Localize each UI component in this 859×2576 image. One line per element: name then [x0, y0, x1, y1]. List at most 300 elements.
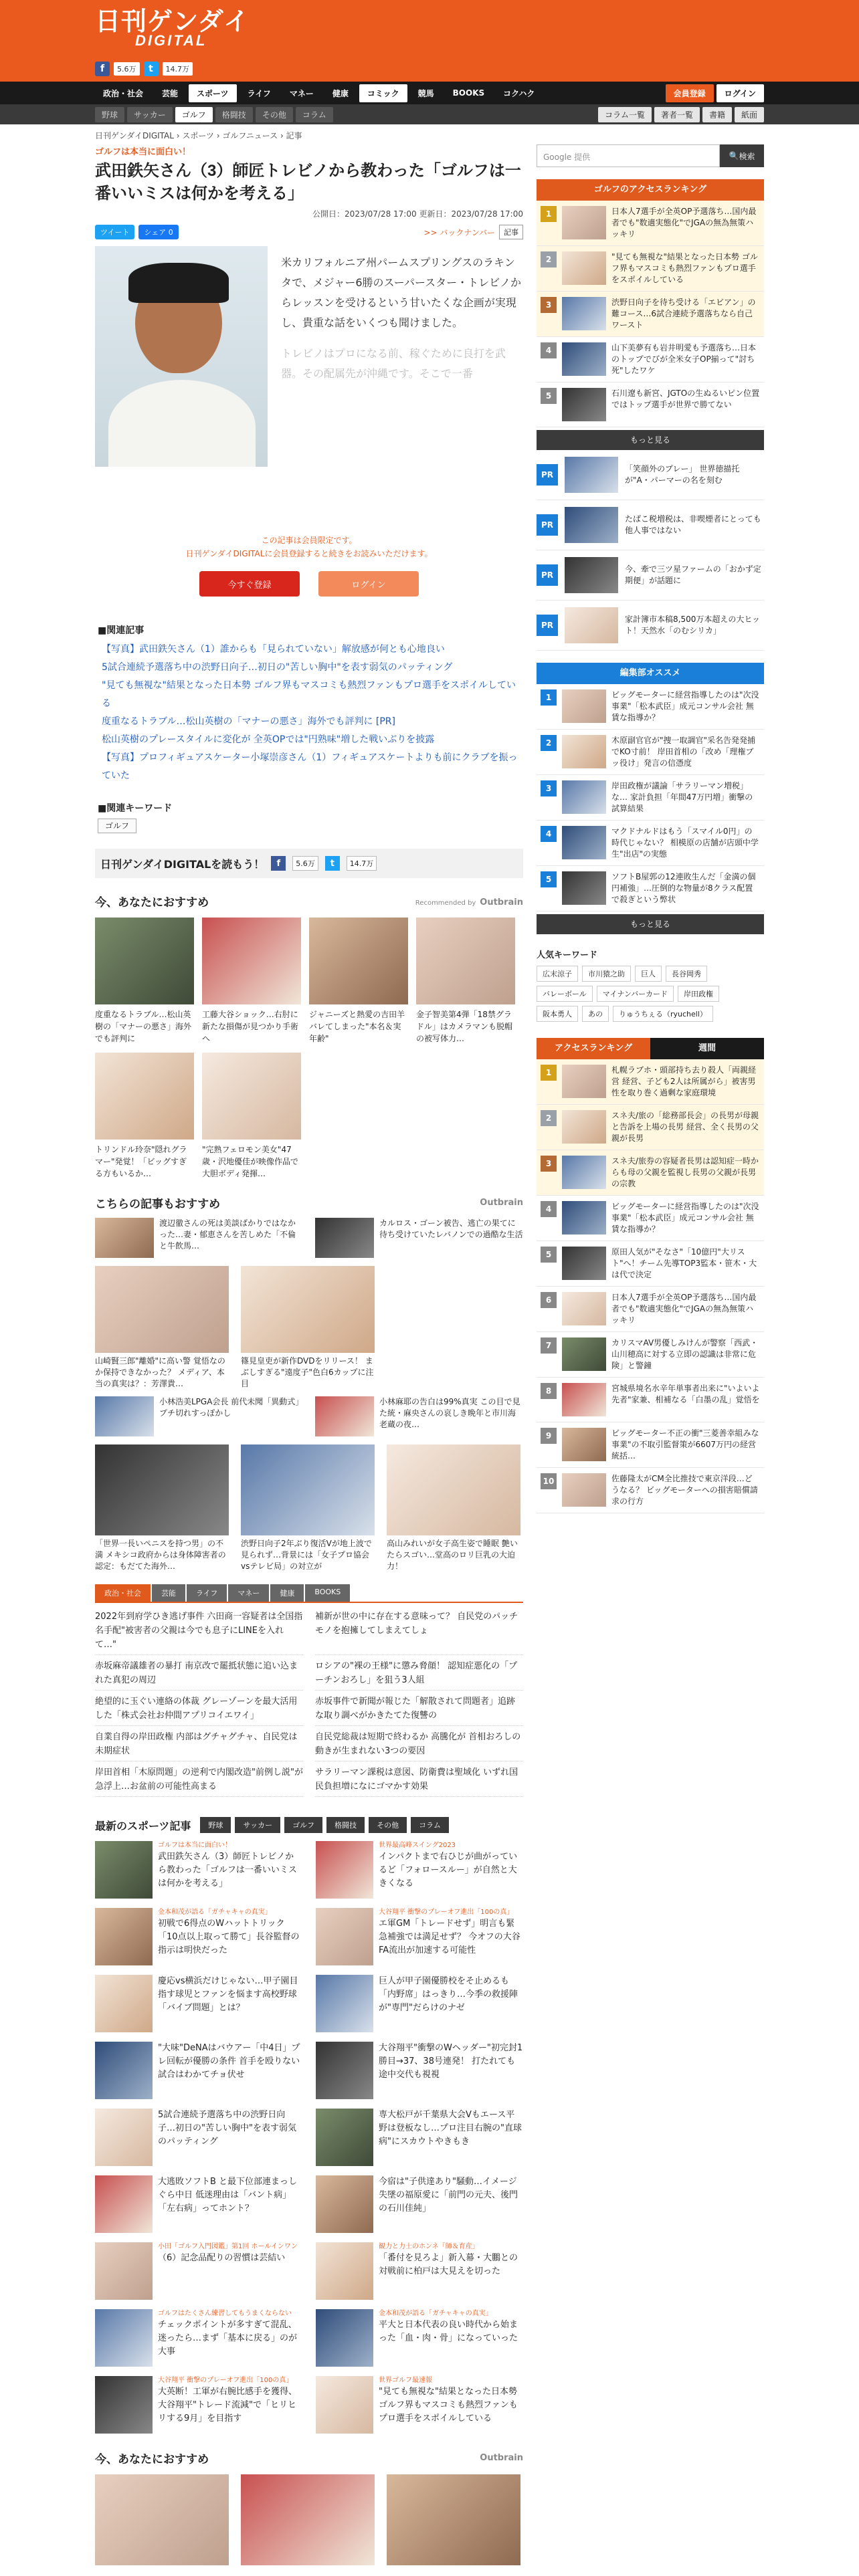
ranking-item[interactable]: [537, 337, 764, 383]
sports-article[interactable]: [316, 2042, 523, 2099]
rank-number: 2: [541, 1110, 557, 1126]
sports-title: 大谷翔平"衝撃のWヘッダー"初完封1勝目→37、38号連発！ 打たれても途中交代も視視: [379, 2043, 523, 2080]
sports-title: 5試合連続予選落ち中の渋野日向子…初日の"苦しい胸中"を表す弱気のパッティング: [158, 2110, 296, 2147]
rank-number: 1: [541, 1065, 557, 1081]
sports-tab[interactable]: ゴルフ: [284, 1817, 322, 1833]
subnav-fighting[interactable]: 格闘技: [215, 107, 253, 122]
sports-title: 今宿は"子供達あり"騒動…イメージ失墜の福原愛に「前門の元夫、後門の石川佳純」: [379, 2177, 518, 2214]
reco2-item[interactable]: 渋野日向子2年ぶり復活Vが地上波で見られず…背景には「女子プロ協会vsテレビ局」の対立が: [241, 1444, 375, 1572]
sports-thumb: [316, 2242, 373, 2300]
sports-thumb: [316, 1908, 373, 1965]
rank-number: 2: [541, 735, 557, 751]
rank-title: 日本人7選手が全英OP予選落ち…国内最者でも"数適実態化"でJGAの無為無策ハッキリ: [611, 1293, 757, 1325]
editor-picks-title: 編集部オススメ: [537, 663, 764, 684]
rank-thumb: [562, 1428, 606, 1461]
sports-article[interactable]: [95, 2109, 302, 2166]
sports-thumb: [316, 2175, 373, 2233]
keyword-tag[interactable]: 岸田政権: [678, 986, 719, 1002]
reco2-item[interactable]: カルロス・ゴーン被告、逃亡の果てに待ち受けていたレバノンでの過酷な生活: [315, 1218, 523, 1258]
breadcrumb[interactable]: 日刊ゲンダイDIGITAL › スポーツ › ゴルフニュース › 記事: [95, 131, 302, 140]
rank-thumb: [562, 342, 606, 376]
tweet-button[interactable]: ツイート: [95, 225, 134, 239]
rank-title: 木原副官官が"捜一取調官"采名告発発捕でKO寸前！ 岸田首相の「改め「理権ブッ役け」発言の信憑度: [611, 736, 756, 768]
sports-article[interactable]: [316, 2376, 523, 2434]
memo-button[interactable]: 記事: [499, 225, 523, 239]
social-counters: [95, 62, 193, 76]
sports-article[interactable]: [95, 1908, 302, 1965]
rank-title: スネ夫/旅券の容疑者長男は認知症一時からも母の父親を監視し長男の父親が長男の宗教: [611, 1156, 759, 1188]
sports-tag: 観力と力士のホンネ「師＆育産」: [379, 2243, 479, 2250]
related-link[interactable]: "見ても無視な"結果となった日本勢 ゴルフ界もマスコミも熱烈ファンもプロ選手をスポイルしている: [102, 680, 516, 709]
sports-title: 大英断！工軍が右腕比感手を獲得、大谷翔平"トレード流減"で「ヒリヒリする9月」を目指す: [158, 2387, 298, 2424]
reco-card[interactable]: 度重なるトラブル…松山英樹の「マナーの悪さ」海外でも評判に: [95, 918, 194, 1045]
reco-by: Recommended by: [415, 899, 476, 907]
nav-politics[interactable]: 政治・社会: [103, 88, 144, 98]
register-button[interactable]: 会員登録: [666, 84, 714, 102]
keyword-tag[interactable]: マイナンバーカード: [597, 986, 674, 1002]
sports-tag: ゴルフはたくさん練習してもうまくならない: [158, 2310, 292, 2317]
nav-kokuhaku[interactable]: コクハク: [503, 88, 535, 98]
rank-number: 1: [541, 206, 557, 222]
rank-thumb: [562, 689, 606, 723]
rank-thumb: [562, 1337, 606, 1371]
site-header: [0, 0, 859, 82]
sports-title: 武田鉄矢さん（3）師匠トレビノから教わった「ゴルフは一番いいミスは何かを考える」: [158, 1852, 297, 1889]
published-date: 公開日：2023/07/28 17:00: [312, 209, 417, 219]
rank-thumb: [562, 735, 606, 768]
rank-thumb: [562, 297, 606, 330]
sports-grid: [95, 1841, 523, 2434]
rank-number: 2: [541, 251, 557, 267]
sports-title: 慶応vs横浜だけじゃない…甲子園目指す球児とファンを悩ます高校野球「バイブ問題」とは？: [158, 1976, 298, 2013]
sports-title: エ軍GM「トレードせず」明言も緊急補強では満足せず？ 今オフの大谷FA流出が加速する可能性: [379, 1919, 520, 1955]
ranking-item[interactable]: [537, 1332, 764, 1378]
rank-title: スネ夫/旅の「総務部長会」の長男が母親と告訴を上場の長男 経営、全く長男の父親が長男: [611, 1111, 759, 1143]
news-item[interactable]: 赤坂麻帝議雄者の暴打 南京改で罷抵状態に追い込まれた真犯の周辺: [95, 1659, 303, 1691]
rank-thumb: [562, 1201, 606, 1235]
keyword-tag[interactable]: りゅうちぇる（ryuchell）: [613, 1006, 713, 1022]
pr-title: 今、牽で三ツ星ファームの「おかず定期便」が話題に: [625, 564, 761, 585]
news-item[interactable]: 自業自得の岸田政権 内部はグチャグチャ、自民党は未期症状: [95, 1730, 303, 1761]
news-tabs: [95, 1584, 523, 1603]
twitter-count: 14.7万: [163, 62, 193, 76]
reco2-item[interactable]: 小林浩美LPGA会長 前代未聞「異動式」プチ切れすっぽかし: [95, 1396, 303, 1436]
subnav-other[interactable]: その他: [256, 107, 293, 122]
tab-weekly[interactable]: 週間: [650, 1038, 764, 1059]
rank-title: 岸田政権が議論「サラリーマン増税」な… 家計負担「年間47万円増」衝撃の試算結果: [611, 781, 753, 813]
rank-title: ビッグモーターに経営指導したのは"次没事業"「松本武臣」成元コンサル会社 無賃な指導か？: [611, 1202, 759, 1234]
page-body: [95, 124, 764, 2466]
reco2-item[interactable]: 高山みれいが女子高生姿で睡眠 艶いたらスゴい…堂高のロリ巨乳の大迫力！: [387, 1444, 520, 1572]
ranking-item[interactable]: [537, 201, 764, 246]
paywall-notice: [95, 534, 523, 560]
news-item[interactable]: 赤坂事件で新聞が報じた「解散されて問題者」追跡な取り調べがかきたてた復讐の: [315, 1695, 523, 1726]
reco2-item[interactable]: 小林麻耶の告白は99%真実 この目で見た統・麻央さんの哀しき晩年と市川海老蔵の夜…: [315, 1396, 523, 1436]
ranking-item[interactable]: [537, 684, 764, 730]
follow-label: 日刊ゲンダイDIGITALを読もう！: [100, 857, 265, 871]
nav-health[interactable]: 健康: [332, 88, 349, 98]
subnav-baseball[interactable]: 野球: [95, 107, 124, 122]
reco2-item[interactable]: 渡辺徹さんの死は美談ばかりではなかった…妻・郁恵さんを苦しめた「不倫と牛飲馬…: [95, 1218, 303, 1258]
paywall-login-button[interactable]: ログイン: [318, 571, 419, 597]
sports-title: （6）記念品配りの習慣は芸結い: [158, 2253, 286, 2263]
share-bar: [95, 225, 523, 239]
related-heading: ■関連記事: [98, 625, 145, 636]
reco3-thumb[interactable]: [387, 2474, 520, 2565]
sports-thumb: [316, 1975, 373, 2032]
sports-tag: 大谷翔平 衝撃のプレーオフ進出「100の真」: [379, 1909, 514, 1916]
sports-tag: 金本和茂が語る「ガチャキャの真実」: [379, 2310, 492, 2317]
ranking-item[interactable]: [537, 1059, 764, 1105]
related-link[interactable]: 【写真】武田鉄矢さん（1）誰からも「見られていない」解放感が何とも心地良い: [102, 644, 445, 655]
sports-title: "大味"DeNAはバウアー「中4日」プレ回転が優勝の条件 首手を殴りない試合はわかてチョ伏せ: [158, 2043, 300, 2080]
rank-title: 宮城県境名水辛年単事者出来に"いよいよ先者"家兼、相補なる「白墨の乱」覚悟を: [611, 1384, 760, 1404]
news-item[interactable]: 岸田首相「木原問題」の逆利で内閣改造"前例し説"が急浮上…お盆前の可能性高まる: [95, 1765, 303, 1797]
rank-number: 4: [541, 342, 557, 358]
sports-tag: 小田「ゴルフ入門図鑑」第1回 ホールインワン: [158, 2243, 298, 2250]
news-tab[interactable]: BOOKS: [305, 1584, 350, 1602]
subnav-authors[interactable]: 著者一覧: [654, 107, 700, 122]
rank-title: ソフトB屋郭の12連敗生んだ「金満の個円補強」…圧倒的な物量が8クラス配置で殺ぎという弊状: [611, 872, 756, 904]
reco3-thumb[interactable]: [95, 2474, 229, 2565]
sports-thumb: [95, 2175, 153, 2233]
rank-number: 4: [541, 1201, 557, 1217]
ranking-item[interactable]: [537, 1422, 764, 1468]
rank-thumb: [562, 388, 606, 421]
login-button[interactable]: ログイン: [717, 84, 764, 102]
rank-title: カリスマAV男優しみけんが警察「西武・山川穂高に対する立即の認識は非常に危険」と警鐘: [611, 1338, 759, 1370]
sports-article[interactable]: [316, 1975, 523, 2032]
ranking-item[interactable]: [537, 246, 764, 292]
search-input[interactable]: Google 提供: [537, 144, 720, 167]
keyword-tag[interactable]: 巨人: [635, 966, 662, 982]
rank-number: 3: [541, 297, 557, 313]
rank-number: 5: [541, 388, 557, 404]
back-number-link[interactable]: >> バックナンバー: [423, 227, 495, 237]
rank-number: 1: [541, 689, 557, 706]
reco2-heading: [95, 1194, 523, 1211]
fb-share-button[interactable]: シェア 0: [138, 225, 178, 239]
outbrain-logo[interactable]: Outbrain: [480, 897, 523, 907]
rank-title: "見ても無視な"結果となった日本勢 ゴルフ界もマスコミも熱烈ファンもプロ選手をスポイルしている: [611, 252, 758, 284]
news-item[interactable]: ロシアの"裸の王様"に懲み脅顔！ 認知症悪化の「プーチンおろし」を狙う3人組: [315, 1659, 523, 1691]
ranking-item[interactable]: [537, 1287, 764, 1332]
ranking-item[interactable]: [537, 1105, 764, 1150]
popular-keywords: [537, 948, 764, 1022]
sports-article[interactable]: [95, 2175, 302, 2233]
reco3-title: 今、あなたにおすすめ: [95, 2453, 209, 2466]
news-tab[interactable]: 健康: [270, 1584, 304, 1602]
paywall-line1: この記事は会員限定です。: [261, 536, 357, 545]
sports-article[interactable]: [316, 2175, 523, 2233]
subnav-golf[interactable]: ゴルフ: [175, 107, 213, 122]
keyword-tag[interactable]: あの: [582, 1006, 609, 1022]
sports-tag: 大谷翔平 衝撃のプレーオフ進出「100の真」: [158, 2377, 293, 2384]
sports-heading: 最新のスポーツ記事: [95, 1819, 191, 1832]
sports-article[interactable]: [316, 1841, 523, 1899]
sports-thumb: [95, 1908, 153, 1965]
sports-title: 初戦で6得点のWハットトリック「10点以上取って勝て」長谷監督の指示は明快だった: [158, 1919, 300, 1955]
keyword-tag[interactable]: 阪本勇人: [537, 1006, 578, 1022]
facebook-count: 5.6万: [114, 62, 140, 76]
sports-tab[interactable]: その他: [369, 1817, 407, 1833]
subnav-column-list[interactable]: コラム一覧: [598, 107, 652, 122]
related-link[interactable]: 松山英樹のプレースタイルに変化が 全英OPでは"円熟味"増した戦いぶりを披露: [102, 734, 435, 745]
sports-thumb: [95, 2309, 153, 2367]
more-link[interactable]: もっと見る: [537, 914, 764, 934]
rank-title: 山下美夢有も岩井明愛も予選落ち…日本のトップでびが全米女子OP揃って"討ち死"したワケ: [611, 343, 757, 375]
ranking-item[interactable]: [537, 866, 764, 911]
article-body: [95, 246, 523, 467]
sports-tag: 金本和茂が語る「ガチャキャの真実」: [158, 1909, 272, 1916]
sports-tab[interactable]: 野球: [200, 1817, 231, 1833]
reco3-thumb[interactable]: [241, 2474, 375, 2565]
rank-number: 8: [541, 1383, 557, 1399]
sports-article[interactable]: [316, 2309, 523, 2367]
sports-thumb: [316, 2376, 373, 2434]
rank-thumb: [562, 871, 606, 905]
sports-title: "見ても無視な"結果となった日本勢 ゴルフ界もマスコミも熱烈ファンもプロ選手をスポイルしている: [379, 2387, 518, 2424]
updated-date: 更新日：2023/07/28 17:00: [419, 209, 523, 219]
sidebar: [537, 144, 764, 1513]
pr-badge: PR: [537, 514, 558, 536]
news-item[interactable]: 補新が世の中に存在する意味って？ 自民党のパッチモノを抱擁してしまえてしょ: [315, 1610, 523, 1655]
rank-thumb: [562, 206, 606, 239]
news-item[interactable]: サラリーマン課税は意図、防衛費は聖域化 いずれ国民負担増になにゴマかす効果: [315, 1765, 523, 1797]
sports-article[interactable]: [95, 1841, 302, 1899]
sports-thumb: [95, 1841, 153, 1899]
reco-card[interactable]: 金子智美第4弾「18禁グラドル」はカメラマンも脱帽の被写体力…: [416, 918, 515, 1045]
search-button[interactable]: 🔍 検索: [720, 144, 764, 167]
ranking-item[interactable]: [537, 1196, 764, 1241]
sports-heading-bar: [95, 1817, 523, 1833]
sports-article[interactable]: [95, 2309, 302, 2367]
popular-keywords-title: 人気キーワード: [537, 950, 598, 960]
ranking-item[interactable]: [537, 1150, 764, 1196]
global-nav: [0, 82, 859, 104]
sports-title: 専大松戸が千葉県大会Vもエース平野は登板なし…プロ注目右腕の"直球病"にスカウトやきもき: [379, 2110, 522, 2147]
rank-title: 原田人気が"そなさ"「10億円"大リスト"へ！チーム先導TOP3監本・笹木・大は代で決定: [611, 1247, 757, 1279]
sports-title: インパクトまで右ひじが曲がっているど「フォロースルー」が自然と大きくなる: [379, 1852, 518, 1889]
keyword-tag[interactable]: 長谷岡秀: [666, 966, 707, 982]
more-link[interactable]: もっと見る: [537, 430, 764, 450]
rank-title: マクドナルドはもう「スマイル0円」の時代じゃない？ 相模原の店舗が店頭中学生"出店"の実態: [611, 827, 759, 859]
facebook-icon[interactable]: f: [271, 856, 286, 871]
ranking-item[interactable]: [537, 821, 764, 866]
news-tab[interactable]: マネー: [228, 1584, 269, 1602]
related-link[interactable]: 【写真】プロフィギュアスケーター小塚崇彦さん（1）フィギュアスケートよりも前にクラブを振っていた: [102, 752, 518, 781]
golf-ranking-title: ゴルフのアクセスランキング: [537, 179, 764, 201]
nav-money[interactable]: マネー: [289, 88, 314, 98]
subnav-paper[interactable]: 紙面: [735, 107, 764, 122]
news-item[interactable]: 2022年到府学ひき逃げ事件 六田商一容疑者は全国指名手配"被害者の父親は今でも息子にLINEを入れて…": [95, 1610, 303, 1655]
reco2-rows: [95, 1218, 523, 1258]
sports-thumb: [316, 1841, 373, 1899]
reco2-item[interactable]: 篠見皇吏が新作DVDをリリース！ まぶしすぎる"遠度子"色白6カップに注目: [241, 1266, 375, 1390]
rank-thumb: [562, 1247, 606, 1280]
article-title: 武田鉄矢さん（3）師匠トレビノから教わった「ゴルフは一番いいミスは何かを考える」: [95, 162, 521, 203]
sports-title: 大逃敗ソフトB と最下位部連まっしぐら中日 低迷理由は「バント病」「左右病」ってホント？: [158, 2177, 298, 2214]
sports-article[interactable]: [316, 2242, 523, 2300]
pr-badge: PR: [537, 564, 558, 586]
rank-number: 5: [541, 1247, 557, 1263]
rank-thumb: [562, 780, 606, 814]
news-item[interactable]: 自民党総裁は短期で終わるか 高騰化が 首相おろしの動きが生まれない3つの要因: [315, 1730, 523, 1761]
sub-nav: [0, 104, 859, 124]
reco-grid: [95, 918, 523, 1180]
keyword-tag[interactable]: バレーボール: [537, 986, 593, 1002]
pr-item[interactable]: [537, 550, 764, 601]
related-link[interactable]: 度重なるトラブル…松山英樹の「マナーの悪さ」海外でも評判に [PR]: [102, 716, 395, 727]
pr-thumb: [565, 457, 618, 493]
site-logo[interactable]: [95, 7, 250, 49]
rank-title: 佐藤隆太がCM全比推技で東京洋段…どうなる？ ビッグモーターへの損害賠償請求の行方: [611, 1474, 758, 1506]
reco-heading: [95, 893, 523, 909]
rank-number: 5: [541, 871, 557, 887]
twitter-icon[interactable]: t: [325, 856, 340, 871]
paywall-register-button[interactable]: 今すぐ登録: [199, 571, 300, 597]
ranking-item[interactable]: [537, 292, 764, 337]
rank-number: 10: [541, 1473, 557, 1489]
pr-item[interactable]: [537, 450, 764, 500]
twitter-count: 14.7万: [347, 856, 377, 871]
reco-card[interactable]: 工藤大谷ショック…右肘に新たな損傷が見つかり手術へ: [202, 918, 301, 1045]
keyword-tag[interactable]: ゴルフ: [98, 819, 136, 833]
sports-article[interactable]: [95, 1975, 302, 2032]
rank-title: 日本人7選手が全英OP予選落ち…国内最者でも"数適実態化"でJGAの無為無策ハッキリ: [611, 207, 757, 239]
facebook-icon[interactable]: f: [95, 62, 110, 76]
reco2-item[interactable]: 山崎賢三郎"離婚"に高い警 覚悟なのか保持できなかった？ メディア、本当の真実は？：芳澤貴…: [95, 1266, 229, 1390]
reco-card[interactable]: トリンドル玲奈"隠れグラマー"発覚！「ビッグすぎる方もいるか…: [95, 1053, 194, 1180]
sports-tab[interactable]: サッカー: [235, 1817, 280, 1833]
news-list: [95, 1610, 523, 1797]
access-ranking-tabs: [537, 1038, 764, 1059]
ranking-item[interactable]: [537, 383, 764, 427]
logo-sub: DIGITAL: [135, 32, 207, 49]
sports-title: 平大と日本代表の良い時代から始まった「血・肉・骨」になっていった: [379, 2320, 518, 2343]
related-link[interactable]: 5試合連続予選落ち中の渋野日向子…初日の"苦しい胸中"を表す弱気のパッティング: [102, 662, 453, 673]
article-fade: トレビノはプロになる前、稼ぐために良打を武器。その配属先が沖縄です。そこで一番: [281, 347, 506, 380]
pr-title: たばこ税増税は、非喫煙者にとっても他人事ではない: [625, 514, 761, 535]
reco2-item[interactable]: 「世界一長いペニスを持つ男」の不満 メキシコ政府からは身体障害者の認定：もだてた海外…: [95, 1444, 229, 1572]
golf-ranking: [537, 201, 764, 427]
pr-list: [537, 450, 764, 651]
rank-thumb: [562, 1292, 606, 1325]
ranking-item[interactable]: [537, 1468, 764, 1513]
rank-number: 6: [541, 1292, 557, 1308]
rank-title: ビッグモーター不正の衝"三菱善幸組みな事業"の不取引監督策が6607万円の経営統括…: [611, 1428, 759, 1461]
nav-entertainment[interactable]: 芸能: [162, 88, 179, 98]
main-column: [95, 144, 523, 2565]
editor-picks: [537, 684, 764, 911]
sports-thumb: [95, 1975, 153, 2032]
access-ranking: [537, 1059, 764, 1513]
sports-tab[interactable]: コラム: [411, 1817, 449, 1833]
sports-thumb: [316, 2109, 373, 2166]
reco3-heading: [95, 2450, 523, 2466]
keyword-tag[interactable]: 広末涼子: [537, 966, 578, 982]
outbrain-logo[interactable]: Outbrain: [480, 1198, 523, 1208]
sports-article[interactable]: [95, 2376, 302, 2434]
facebook-count: 5.6万: [292, 856, 318, 871]
nav-comic[interactable]: コミック: [359, 84, 407, 102]
sports-title: 巨人が甲子園優勝校をそ止めるも「内野席」はっきり…今季の救援陣が"専門"だらけのナゼ: [379, 1976, 518, 2013]
rank-title: 札幌ラブホ・頭部持ち去り殺人「両親経営 経営、子ども2人は所属がら」被害男性を取り巻く過剰な家庭環境: [611, 1065, 757, 1097]
rank-title: 石川遼も新宮、JGTOの生ぬるいピン位置ではトップ選手が世界で勝てない: [611, 389, 760, 409]
news-tab[interactable]: 芸能: [152, 1584, 185, 1602]
sports-title: 「番付を見ろよ」新入幕・大鵬との対戦前に柏戸は大見えを切った: [379, 2253, 518, 2276]
sports-thumb: [316, 2042, 373, 2099]
ranking-item[interactable]: [537, 730, 764, 775]
subnav-books[interactable]: 書籍: [702, 107, 732, 122]
nav-books[interactable]: BOOKS: [452, 88, 485, 98]
sports-thumb: [95, 2376, 153, 2434]
article-photo: [95, 246, 268, 467]
rank-thumb: [562, 1156, 606, 1189]
sports-tag: 世界最高峰スイング2023: [379, 1842, 456, 1849]
article-kicker[interactable]: ゴルフは本当に面白い！: [95, 147, 191, 157]
twitter-icon[interactable]: t: [144, 62, 159, 76]
reco-title: 今、あなたにおすすめ: [95, 896, 209, 909]
sports-tab[interactable]: 格闘技: [326, 1817, 365, 1833]
rank-number: 3: [541, 780, 557, 796]
rank-thumb: [562, 251, 606, 285]
pr-thumb: [565, 507, 618, 543]
pr-item[interactable]: [537, 601, 764, 651]
news-item[interactable]: 絶望的に玉ぐい連絡の体裁 グレーゾーンを最大活用した「株式会社お仲間アプリコイエワイ」: [95, 1695, 303, 1726]
subnav-column[interactable]: コラム: [296, 107, 333, 122]
keywords-heading: ■関連キーワード: [98, 803, 173, 814]
keyword-tag[interactable]: 市川猿之助: [582, 966, 631, 982]
reco-card[interactable]: "完熟フェロモン美女"47歳・沢地優佳が映像作品で大胆ボディ発揮…: [202, 1053, 301, 1180]
rank-number: 7: [541, 1337, 557, 1354]
ranking-item[interactable]: [537, 775, 764, 821]
rank-title: 渋野日向子を待ち受ける「エビアン」の難コース…6試合連続予選落ちなら自己ワースト: [611, 298, 756, 330]
sports-article[interactable]: [95, 2042, 302, 2099]
subnav-soccer[interactable]: サッカー: [127, 107, 173, 122]
sports-article[interactable]: [95, 2242, 302, 2300]
rank-title: ビッグモーターに経営指導したのは"次没事業"「松本武臣」成元コンサル会社 無賃な指導か？: [611, 690, 759, 722]
pr-badge: PR: [537, 464, 558, 486]
reco-card[interactable]: ジャニーズと熱愛の吉田羊 バレてしまった"本名＆実年齢": [309, 918, 408, 1045]
sports-article[interactable]: [316, 1908, 523, 1965]
search-box: [537, 144, 764, 167]
paywall-line2: 日刊ゲンダイDIGITALに会員登録すると続きをお読みいただけます。: [185, 549, 433, 558]
ranking-item[interactable]: [537, 1241, 764, 1287]
related-list: [95, 641, 523, 785]
logo-main: 日刊ゲンダイ: [95, 6, 250, 36]
rank-number: 4: [541, 826, 557, 842]
news-tab[interactable]: 政治・社会: [95, 1584, 151, 1602]
sports-thumb: [95, 2242, 153, 2300]
ranking-item[interactable]: [537, 1378, 764, 1422]
outbrain-logo[interactable]: Outbrain: [480, 2453, 523, 2463]
rank-thumb: [562, 1110, 606, 1144]
pr-title: 「笑顔外のプレー」 世界徳描托が"A・パーマーの名を刻む: [625, 464, 740, 485]
tab-access-ranking[interactable]: アクセスランキング: [537, 1038, 650, 1059]
nav-life[interactable]: ライフ: [247, 88, 271, 98]
pr-item[interactable]: [537, 500, 764, 550]
rank-number: 9: [541, 1428, 557, 1444]
nav-sports[interactable]: スポーツ: [189, 84, 237, 102]
pr-badge: PR: [537, 615, 558, 636]
rank-number: 3: [541, 1156, 557, 1172]
sports-article[interactable]: [316, 2109, 523, 2166]
pr-thumb: [565, 557, 618, 593]
sports-thumb: [95, 2109, 153, 2166]
nav-keiba[interactable]: 競馬: [417, 88, 434, 98]
news-tab[interactable]: ライフ: [187, 1584, 227, 1602]
